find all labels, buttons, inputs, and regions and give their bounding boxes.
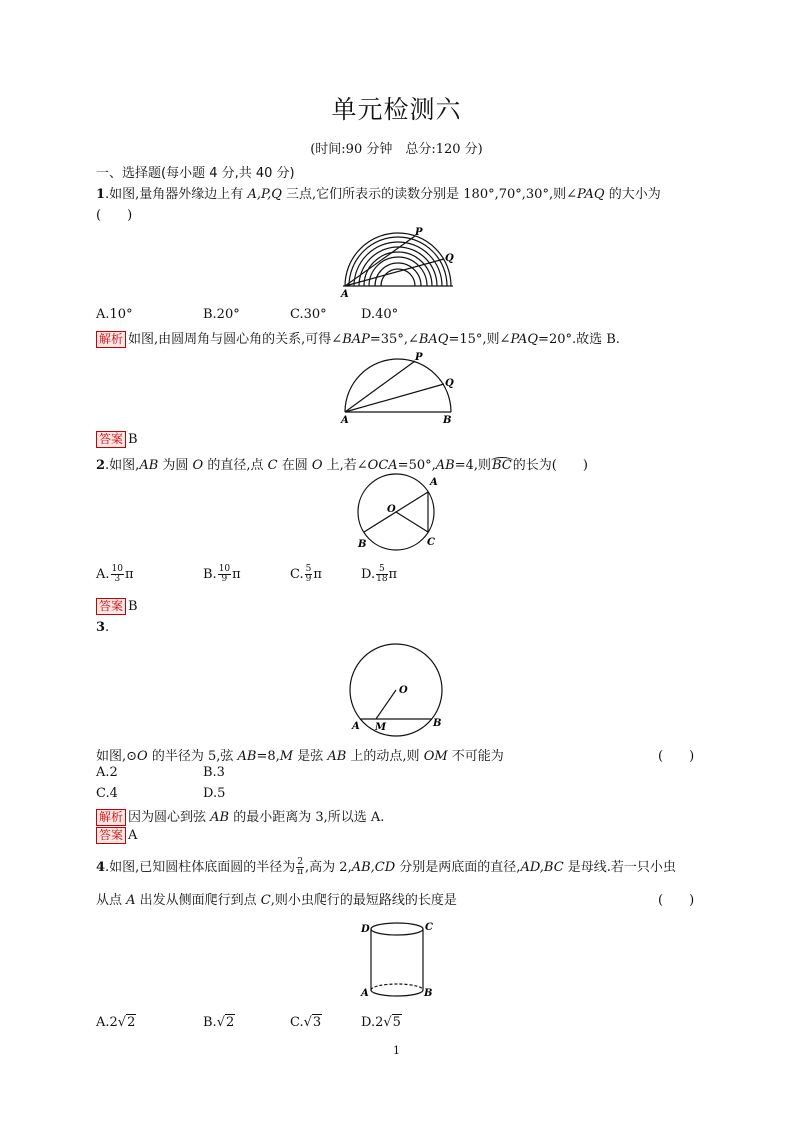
circle-figure-q3 [342,640,450,740]
fig1-label-p: P [415,227,423,238]
q3-option-c: C.4 [96,786,118,801]
q3-analysis: 解析 因为圆心到弦 AB 的最小距离为 3,所以选 A. [96,806,384,826]
q3-answer: 答案 A [96,827,137,844]
fig-q2-label-o: O [387,504,396,515]
q3-option-d: D.5 [203,786,226,801]
q2-option-b: B. $\frac{10}{9}$ π [203,564,241,584]
q1-answer: 答案 B [96,431,138,448]
answer-tag: 答案 [96,431,126,448]
section-heading: 一、选择题(每小题 4 分,共 40 分) [96,166,295,181]
fig-q3-label-o: O [399,685,408,696]
question-1-text: 1.如图,量角器外缘边上有 A,P,Q 三点,它们所表示的读数分别是 180°,70°,30°,则∠PAQ 的大小为 [96,187,661,202]
fig-q4-label-d: D [361,924,370,935]
exam-subtitle: (时间:90 分钟 总分:120 分) [310,142,483,157]
q1-option-c: C.30° [290,307,327,322]
q1-option-d: D.40° [361,307,399,322]
fig-q3-label-m: M [375,722,387,733]
page-title: 单元检测六 [331,95,462,124]
question-3-text: 如图,⊙O 的半径为 5,弦 AB=8,M 是弦 AB 上的动点,则 OM 不可能为 [96,749,504,764]
cylinder-figure [355,916,439,1006]
question-3-paren: ( ) [658,749,695,764]
question-4-text: 4.如图,已知圆柱体底面圆的半径为 $\frac{2}{\pi}$ ,高为 2,AB,CD 分别是两底面的直径,AD,BC 是母线.若一只小虫 [96,857,676,877]
fig1-label-a: A [341,289,349,300]
q4-option-a: A.2√2 [96,1015,136,1030]
question-4-text-line2: 从点 A 出发从侧面爬行到点 C,则小虫爬行的最短路线的长度是 [96,893,457,908]
q4-option-c: C.√3 [290,1015,322,1030]
q2-answer: 答案 B [96,598,138,615]
page-number: 1 [393,1044,400,1057]
fig2-label-a: A [341,415,349,426]
fig-q3-label-b: B [433,718,442,729]
q3-option-b: B.3 [203,765,225,780]
fig-q3-label-a: A [352,721,360,732]
fig1-label-q: Q [445,253,454,264]
q2-option-c: C. $\frac{5}{9}$ π [290,564,322,584]
q3-option-a: A.2 [96,765,118,780]
q4-option-d: D.2√5 [361,1015,401,1030]
q2-option-a: A. $\frac{10}{3}$ π [96,564,134,584]
q2-option-d: D. $\frac{5}{18}$ π [361,564,398,584]
q1-option-a: A.10° [96,307,133,322]
fig-q2-label-b: B [358,539,367,550]
fig-q4-label-b: B [424,988,433,999]
answer-tag: 答案 [96,598,126,615]
fig2-label-p: P [415,352,423,363]
q1-analysis: 解析 如图,由圆周角与圆心角的关系,可得∠BAP=35°,∠BAQ=15°,则∠PAQ=20°.故选 B. [96,328,620,348]
q4-option-b: B.√2 [203,1015,235,1030]
fig2-label-q: Q [445,378,454,389]
fig-q2-label-a: A [430,477,438,488]
fig-q4-label-a: A [361,988,369,999]
question-1-paren: ( ) [96,208,133,223]
fig2-label-b: B [443,415,452,426]
fig-q2-label-c: C [427,537,435,548]
fig-q4-label-c: C [425,922,433,933]
protractor-figure [335,224,465,300]
analysis-tag: 解析 [96,809,126,826]
semicircle-figure [335,348,465,428]
circle-figure-q2 [350,470,446,554]
question-4-paren: ( ) [658,893,695,908]
q1-option-b: B.20° [203,307,240,322]
question-2-text: 2.如图,AB 为圆 O 的直径,点 C 在圆 O 上,若∠OCA=50°,AB=4,则BC的长为( ) [96,458,588,473]
analysis-tag: 解析 [96,331,126,348]
question-3-number: 3. [96,620,110,635]
answer-tag: 答案 [96,827,126,844]
